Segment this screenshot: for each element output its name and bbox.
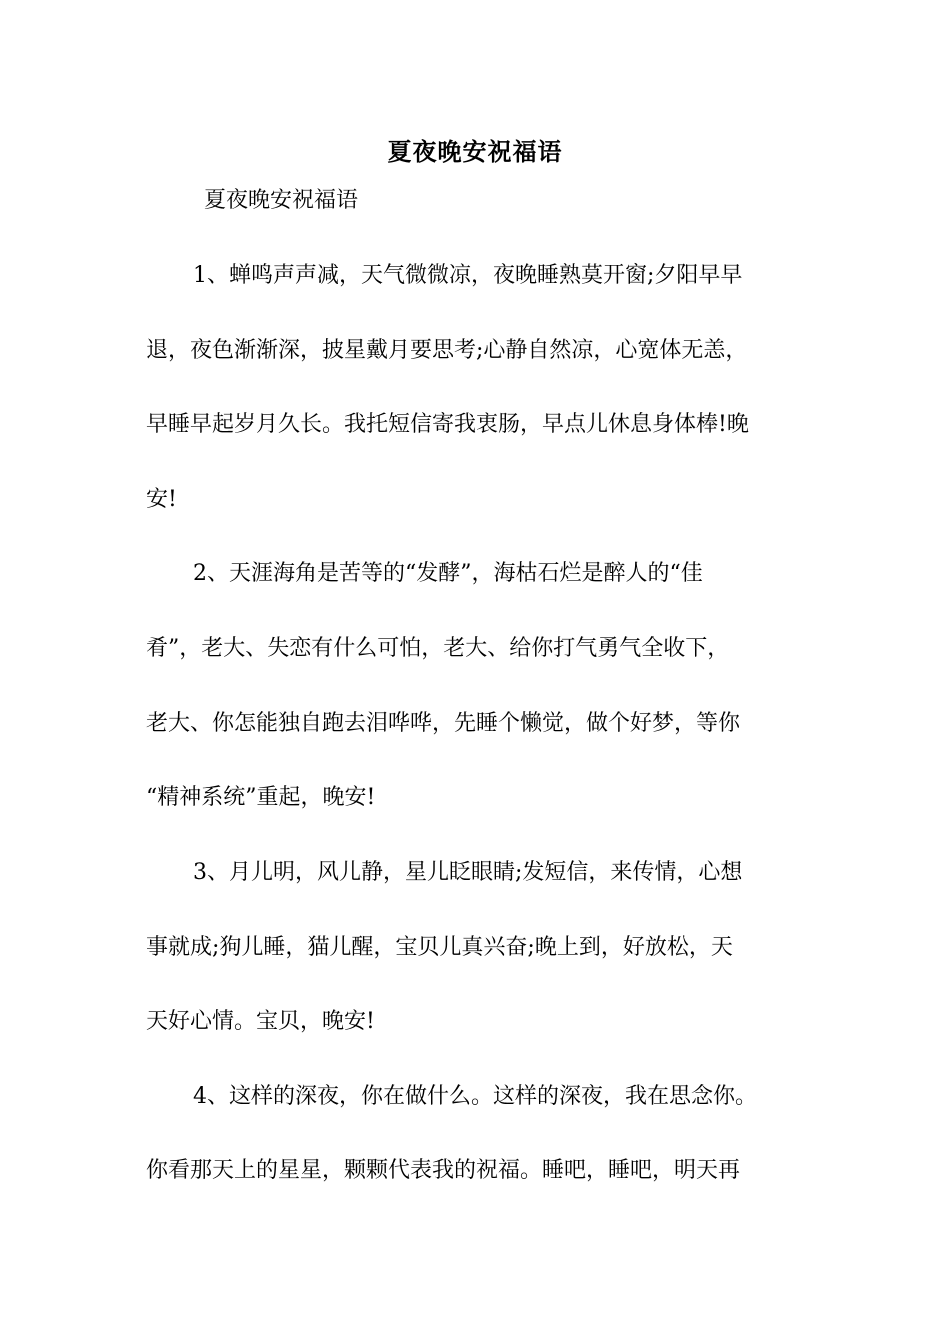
paragraph-1-line-4: 安! [146, 487, 177, 512]
paragraph-2-line-4: “精神系统”重起，晚安! [146, 785, 376, 810]
paragraph-2-line-3: 老大、你怎能独自跑去泪哗哗，先睡个懒觉，做个好梦，等你 [146, 711, 741, 736]
document-subtitle: 夏夜晚安祝福语 [204, 188, 359, 213]
paragraph-3-line-1: 3、月儿明，风儿静，星儿眨眼睛;发短信，来传情，心想 [193, 860, 743, 885]
paragraph-3-line-2: 事就成;狗儿睡，猫儿醒，宝贝儿真兴奋;晚上到，好放松，天 [146, 935, 733, 960]
document-title: 夏夜晚安祝福语 [387, 137, 563, 166]
paragraph-4-line-1: 4、这样的深夜，你在做什么。这样的深夜，我在思念你。 [193, 1084, 757, 1109]
paragraph-1-line-1: 1、蝉鸣声声减，天气微微凉，夜晚睡熟莫开窗;夕阳早早 [193, 263, 743, 288]
paragraph-1-line-2: 退，夜色渐渐深，披星戴月要思考;心静自然凉，心宽体无恙， [146, 338, 748, 363]
paragraph-2-line-2: 肴”，老大、失恋有什么可怕，老大、给你打气勇气全收下， [146, 636, 730, 661]
paragraph-1-line-3: 早睡早起岁月久长。我托短信寄我衷肠，早点儿休息身体棒!晚 [146, 412, 749, 437]
paragraph-4-line-2: 你看那天上的星星，颗颗代表我的祝福。睡吧，睡吧，明天再 [146, 1158, 741, 1183]
paragraph-2-line-1: 2、天涯海角是苦等的“发酵”，海枯石烂是醉人的“佳 [193, 561, 703, 586]
paragraph-3-line-3: 天好心情。宝贝，晚安! [146, 1009, 375, 1034]
